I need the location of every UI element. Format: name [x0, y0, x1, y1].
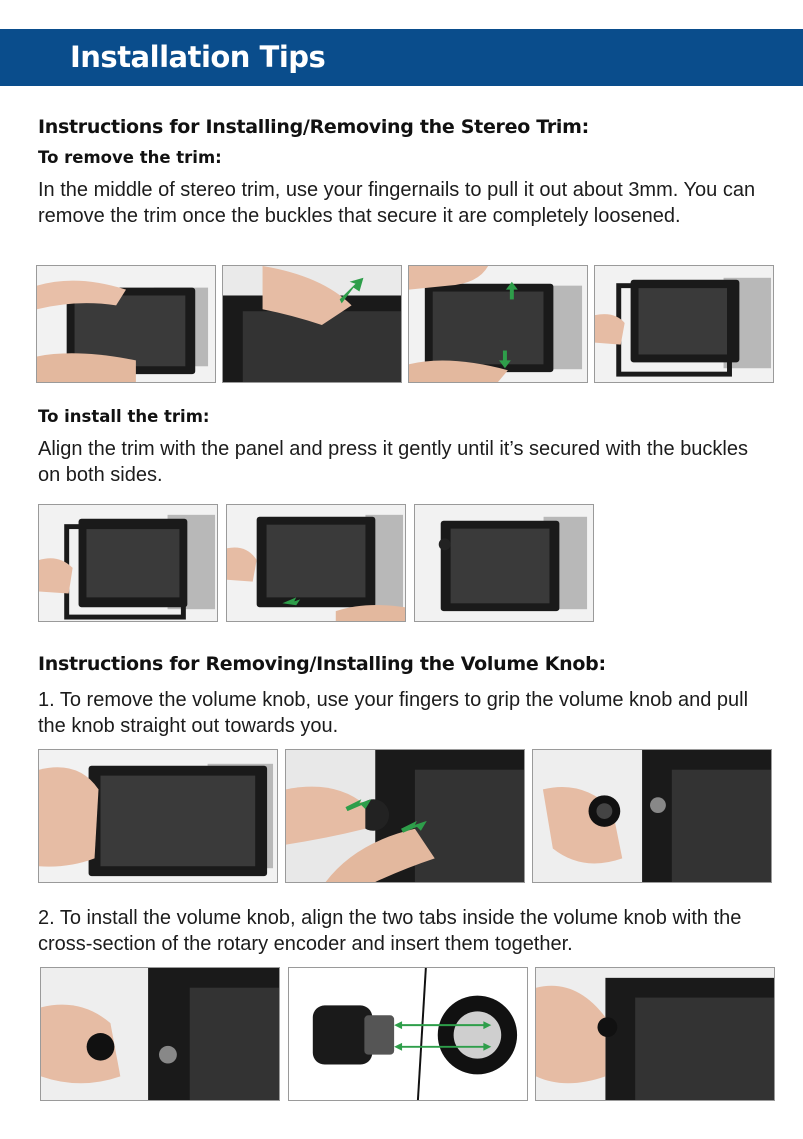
install-trim-photo-1	[38, 504, 218, 622]
install-trim-text: Align the trim with the panel and press it gently until it’s secured with the buckles on both sides.	[38, 438, 748, 486]
install-trim-photo-3	[414, 504, 594, 622]
install-knob-photo-1	[40, 967, 280, 1101]
remove-knob-photo-1	[38, 749, 278, 883]
install-trim-photo-2	[226, 504, 406, 622]
remove-knob-text: 1. To remove the volume knob, use your fingers to grip the volume knob and pull the knob straight out towards you.	[38, 689, 749, 737]
remove-knob-photo-3	[532, 749, 772, 883]
remove-trim-text: In the middle of stereo trim, use your fingernails to pull it out about 3mm. You can remove the trim once the buckles that secure it are completely loosened.	[38, 179, 756, 227]
knob-alignment-diagram	[288, 967, 528, 1101]
remove-trim-photo-1	[36, 265, 216, 383]
page-title: Installation Tips	[70, 40, 326, 74]
install-trim-subheading: To install the trim:	[38, 407, 210, 426]
remove-trim-subheading: To remove the trim:	[38, 148, 222, 167]
remove-trim-photo-4	[594, 265, 774, 383]
install-knob-photo-3	[535, 967, 775, 1101]
remove-trim-photo-2	[222, 265, 402, 383]
remove-knob-photo-2	[285, 749, 525, 883]
trim-section-heading: Instructions for Installing/Removing the Stereo Trim:	[38, 116, 589, 138]
install-knob-text: 2. To install the volume knob, align the two tabs inside the volume knob with the cross-section of the rotary encoder and insert them together.	[38, 907, 742, 955]
knob-section-heading: Instructions for Removing/Installing the Volume Knob:	[38, 653, 606, 675]
remove-trim-photo-3	[408, 265, 588, 383]
